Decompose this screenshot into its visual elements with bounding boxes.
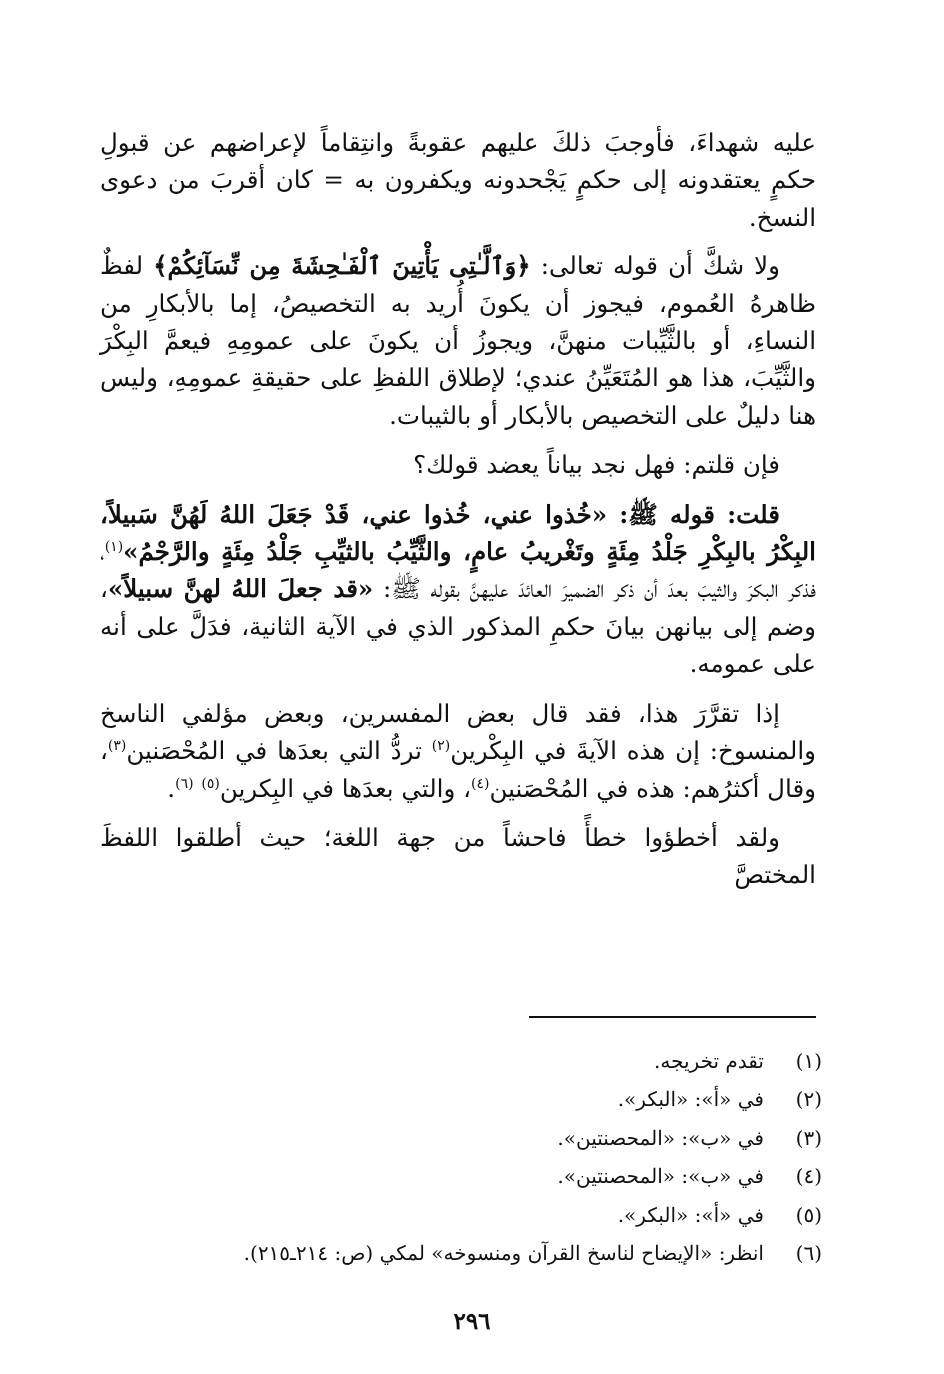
footnote-ref-3[interactable]: (٣) xyxy=(107,737,127,754)
paragraph-1 xyxy=(100,124,816,236)
paragraph-4-intro: قلت: قوله ﷺ: xyxy=(607,499,781,529)
footnote-number: (٣) xyxy=(795,1125,822,1150)
footnote-ref-4[interactable]: (٤) xyxy=(471,775,490,792)
footnote-item xyxy=(122,1157,822,1195)
footnote-item xyxy=(122,1196,822,1234)
hadith-quote: «خُذوا عني، خُذوا عني، قَدْ جَعَلَ اللهُ لَهُنَّ سَبيلاً، البِكْرُ بالبِكْرِ جَلْدُ مِئَةٍ وتَغْريبُ عامٍ، والثَّيِّبُ بالثيِّبِ جَلْدُ مِئَةٍ والرَّجْمُ» xyxy=(100,499,816,567)
paragraph-3 xyxy=(100,446,816,483)
footnote-ref-5[interactable]: (٥) xyxy=(201,775,220,792)
footnote-number: (٥) xyxy=(795,1202,822,1227)
footnote-text: في «أ»: «البكر». xyxy=(617,1087,764,1112)
footnote-ref-1[interactable]: (١) xyxy=(104,538,124,555)
footnote-ref-2[interactable]: (٢) xyxy=(431,737,451,754)
paragraph-4-after: ، فذكر البكرَ والثيبَ بعدَ أن ذكر الضميرَ العائدَ عليهنَّ بقوله ﷺ: xyxy=(100,537,816,604)
paragraph-3-text: فإن قلتم: فهل نجد بياناً يعضد قولك؟ xyxy=(413,450,780,480)
paragraph-2-rest: لفظٌ ظاهرهُ العُموم، فيجوز أن يكونَ أُريد به التخصيصُ، إما بالأبكارِ من النساءِ، أو بالثَّيِّبات منهنَّ، ويجوزُ أن يكونَ على عمومِهِ فيعمَّ البِكْرَ والثَّيِّبَ، هذا هو المُتَعَيِّنُ عندي؛ لإطلاق اللفظِ على حقيقةِ عمومِهِ، وليس هنا دليلٌ على التخصيص بالأبكار أو بالثيبات. xyxy=(100,251,816,430)
paragraph-2-intro: ولا شكَّ أن قوله تعالى: xyxy=(530,251,780,281)
footnote-number: (٤) xyxy=(795,1164,822,1189)
paragraph-2 xyxy=(100,247,816,434)
paragraph-4-rest: ، وضم إلى بيانهن بيانَ حكمِ المذكور الذي في الآية الثانية، فدَلَّ على أنه على عمومه. xyxy=(100,574,816,679)
footnote-text: في «ب»: «المحصنتين». xyxy=(557,1125,764,1150)
footnote-text: في «أ»: «البكر». xyxy=(617,1202,764,1227)
page-number: ٢٩٦ xyxy=(453,1308,491,1335)
footnote-number: (٦) xyxy=(795,1241,822,1266)
paragraph-5-b: تردُّ التي بعدَها في المُحْصَنين xyxy=(126,736,432,766)
paragraph-6-text: ولقد أخطؤوا خطأً فاحشاً من جهة اللغة؛ حيث أطلقوا اللفظَ المختصَّ xyxy=(100,822,816,890)
paragraph-1-text: عليه شهداءَ، فأوجبَ ذلكَ عليهم عقوبةً وانتِقاماً لإعراضهم عن قبولِ حكمٍ يعتقدونه إلى حكمٍ يَجْحدونه ويكفرون به = كان أقربَ من دعوى النسخ. xyxy=(100,128,816,232)
footnote-item xyxy=(122,1080,822,1118)
paragraph-6 xyxy=(100,819,816,894)
footnote-text: انظر: «الإيضاح لناسخ القرآن ومنسوخه» لمكي (ص: ٢١٤ـ٢١٥). xyxy=(243,1241,764,1266)
paragraph-5-end: . xyxy=(167,773,176,803)
footnote-item xyxy=(122,1119,822,1157)
footnote-item xyxy=(122,1042,822,1080)
quran-verse-text: وَٱلَّـٰتِى يَأْتِينَ ٱلْفَـٰحِشَةَ مِن نِّسَآئِكُمْ xyxy=(167,251,517,281)
ornate-bracket-close: ﴾ xyxy=(153,251,168,281)
footnote-item xyxy=(122,1234,822,1272)
ornate-bracket-open: ﴿ xyxy=(516,251,531,281)
footnote-text: تقدم تخريجه. xyxy=(654,1049,764,1073)
paragraph-5 xyxy=(100,695,816,807)
footnote-number: (٢) xyxy=(795,1087,822,1112)
hadith-quote-2: «قد جعلَ اللهُ لهنَّ سبيلاً» xyxy=(107,574,374,604)
paragraph-5-d: ، والتي بعدَها في البِكرين xyxy=(219,773,472,803)
footnote-separator xyxy=(529,1016,816,1018)
paragraph-5-c: ، وقال أكثرُهم: هذه في المُحْصَنين xyxy=(100,736,816,803)
footnotes-list xyxy=(122,1042,822,1272)
footnote-number: (١) xyxy=(795,1049,822,1073)
footnote-ref-6[interactable]: (٦) xyxy=(175,775,194,792)
paragraph-5-a: إذا تقرَّرَ هذا، فقد قال بعض المفسرين، وبعض مؤلفي الناسخ والمنسوخ: إن هذه الآيةَ في البِكْرين xyxy=(100,698,816,766)
footnote-text: في «ب»: «المحصنتين». xyxy=(557,1164,764,1189)
quran-verse xyxy=(153,251,530,280)
main-text xyxy=(100,124,816,906)
paragraph-4 xyxy=(100,496,816,683)
